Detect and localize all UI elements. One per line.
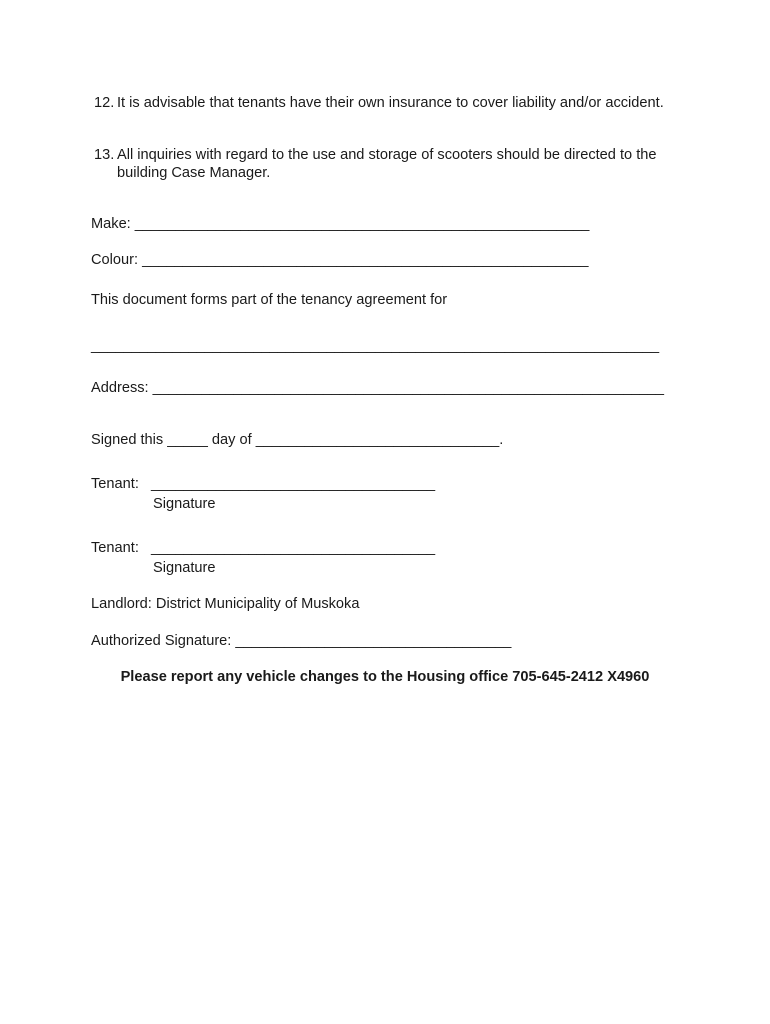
tenancy-name-field[interactable]: ______________________________________________________________________ (91, 338, 660, 354)
signature-caption-2: Signature (153, 560, 216, 576)
signature-caption-1: Signature (153, 496, 216, 512)
tenant-signature-field-1[interactable]: Tenant: ___________________________________ (91, 476, 436, 492)
list-item-inquiries (94, 146, 694, 182)
list-item-insurance (94, 94, 694, 112)
list-item-text: It is advisable that tenants have their own insurance to cover liability and/or accident. (117, 95, 664, 111)
list-item-number: 12. (94, 95, 115, 111)
address-field[interactable]: Address: _______________________________________________________________ (91, 380, 664, 396)
tenant-signature-field-2[interactable]: Tenant: ___________________________________ (91, 540, 436, 556)
signed-date-field[interactable]: Signed this _____ day of ______________________________. (91, 432, 504, 448)
authorized-signature-field[interactable]: Authorized Signature: __________________________________ (91, 633, 512, 649)
make-field[interactable]: Make: ________________________________________________________ (91, 216, 590, 232)
list-item-number: 13. (94, 147, 115, 163)
colour-field[interactable]: Colour: _______________________________________________________ (91, 252, 589, 268)
list-item-text: All inquiries with regard to the use and storage of scooters should be directed to the building Case Manager. (117, 147, 657, 181)
landlord-line: Landlord: District Municipality of Muskoka (91, 596, 360, 612)
housing-office-notice: Please report any vehicle changes to the Housing office 705-645-2412 X4960 (120, 669, 650, 685)
tenancy-statement: This document forms part of the tenancy agreement for (91, 292, 448, 308)
